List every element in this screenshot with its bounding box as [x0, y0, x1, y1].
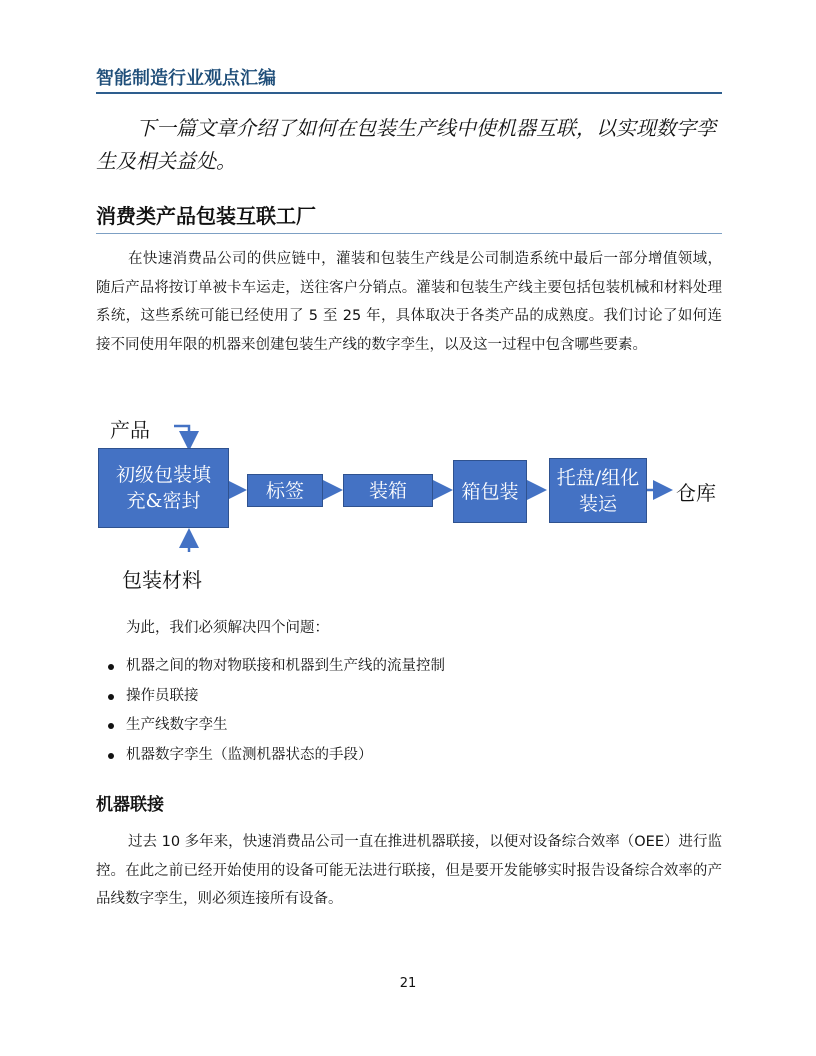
- issue-list: [96, 652, 722, 770]
- subsection-paragraph: 过去 10 多年来，快速消费品公司一直在推进机器联接，以便对设备综合效率（OEE）进行监控。在此之前已经开始使用的设备可能无法进行联接，但是要开发能够实时报告设备综合效率的产品线数字孪生，则必须连接所有设备。: [96, 834, 722, 907]
- intro-text: 下一篇文章介绍了如何在包装生产线中使机器互联，以实现数字孪生及相关益处。: [96, 116, 716, 173]
- flow-step-palletizing: 托盘/组化装运: [549, 458, 647, 523]
- arrow-product-in: [174, 426, 189, 446]
- flow-step-case-packing: 箱包装: [453, 460, 527, 523]
- bullet-icon: [108, 753, 114, 759]
- document-header-title: 智能制造行业观点汇编: [96, 68, 276, 89]
- section-paragraph: 在快速消费品公司的供应链中，灌装和包装生产线是公司制造系统中最后一部分增值领域，随后产品将按订单被卡车运走，送往客户分销点。灌装和包装生产线主要包括包装机械和材料处理系统，这些系统可能已经使用了 5 至 25 年，具体取决于各类产品的成熟度。我们讨论了如何连接不同使用年限的机器来创建包装生产线的数字孪生，以及这一过程中包含哪些要素。: [96, 251, 722, 353]
- flow-step-primary-packaging: 初级包装填充&密封: [98, 448, 229, 528]
- bullet-icon: [108, 723, 114, 729]
- subsection-heading: 机器联接: [96, 795, 164, 815]
- page-number: 21: [399, 976, 417, 991]
- list-item: [96, 741, 722, 771]
- list-item-text: 生产线数字孪生: [126, 717, 228, 733]
- list-item: [96, 682, 722, 712]
- flow-step-boxing: 装箱: [343, 474, 433, 507]
- output-warehouse-label: 仓库: [676, 481, 716, 505]
- bullet-icon: [108, 694, 114, 700]
- section-divider: [96, 233, 722, 234]
- section-heading: 消费类产品包装互联工厂: [96, 204, 316, 228]
- list-item: [96, 711, 722, 741]
- list-item-text: 操作员联接: [126, 687, 199, 704]
- header-divider: [96, 92, 722, 94]
- list-item-text: 机器数字孪生（监测机器状态的手段）: [126, 746, 373, 763]
- bullet-icon: [108, 664, 114, 670]
- flow-step-labeling: 标签: [247, 474, 323, 507]
- conclusion-text: 为此，我们必须解决四个问题：: [126, 620, 329, 636]
- list-item-text: 机器之间的物对物联接和机器到生产线的流量控制: [126, 658, 445, 674]
- list-item: [96, 652, 722, 682]
- input-product-label: 产品: [110, 418, 150, 442]
- packaging-flow-diagram: [96, 410, 726, 600]
- input-material-label: 包装材料: [122, 568, 202, 592]
